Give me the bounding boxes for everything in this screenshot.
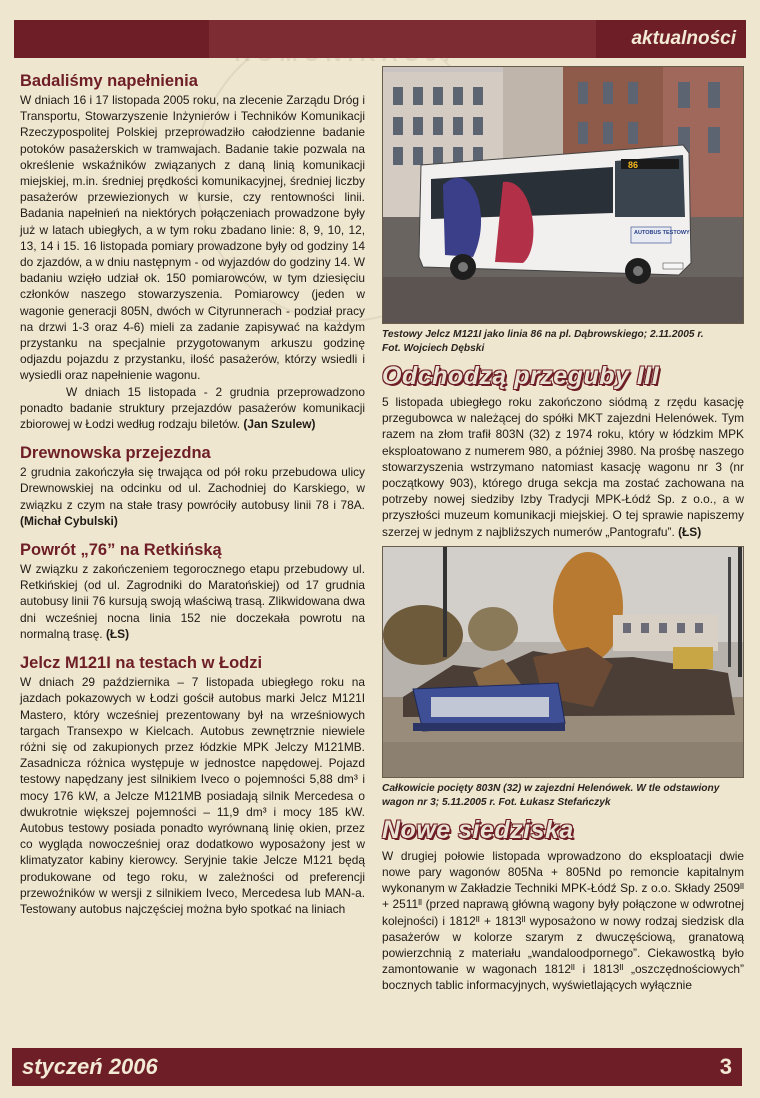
right-column [382,66,744,1046]
page-number: 3 [719,1054,732,1079]
article-paragraph [20,464,365,529]
article-title: Powrót „76” na Retkińską [20,541,222,560]
article-title: Jelcz M121I na testach w Łodzi [20,654,263,673]
photo-bus [382,66,744,324]
scrapyard-photo-illustration [383,547,744,778]
article-jelcz-m121i [20,654,365,917]
article-powrot-76 [20,541,365,642]
article-signature: (Michał Cybulski) [20,513,118,528]
bus-photo-illustration [383,67,744,324]
issue-date: styczeń 2006 [22,1054,158,1079]
paragraph-text: W związku z zakończeniem tegorocznego etapu przebudowy ul. Retkińskiej (od ul. Zagrodniki do Maratońskiej) od 17 grudnia autobusy linii 76 kursują swoją właściwą trasą. Zlikwidowana dwa dni wcześniej nocna linia 152 nie doczekała powrotu na normalną trasę. [20,562,365,641]
caption-line: Testowy Jelcz M121I jako linia 86 na pl. Dąbrowskiego; 2.11.2005 r. [382,329,704,340]
photo-scrapped-tram-caption: Całkowicie pocięty 803N (32) w zajezdni Helenówek. W tle odstawiony wagon nr 3; 5.11.2005 r. Fot. Łukasz Stefańczyk [382,782,720,808]
article-paragraph [20,561,365,642]
article-paragraph: W drugiej połowie listopada wprowadzono do eksploatacji dwie nowe pary wagonów 805Na + 805Nd po remoncie kapitalnym wykonanym w Zakładzie Techniki MPK-Łódź Sp. z o.o. Składy 2509ᴵᴵ + 2511ᴵᴵ (przed naprawą główną wagony były połączone w odwrotnej kolejności) i 1812ᴵᴵ + 1813ᴵᴵ wyposażono w nowy rodzaj siedzisk dla pasażerów w kolorze szarym z dwuczęściową, granatową powierzchnią z materiału „wandaloodpornego”. Ciekawostką było zamontowanie w wagonach 1812ᴵᴵ i 1813ᴵᴵ „oszczędnościowych” bocznych tablic informacyjnych, wyświetlających wyłącznie [382,848,744,993]
article-signature: (Jan Szulew) [243,417,316,432]
article-paragraph: W dniach 29 października – 7 listopada ubiegłego roku na jazdach pokazowych w Łodzi gościł autobus marki Jelcz M121I Mastero, który wcześniej prezentowany był na wrześniowych targach Transexpo w Kielcach. Autobus zewnętrznie niewiele różni się od zakupionych przez łódzkie MPK Jelczy M121MB. Zasadnicza różnica występuje w jednostce napędowej. Pojazd testowy napędzany jest silnikiem Iveco o pojemności 5,88 dm³ i mocy 176 kW, a Jelcze M121MB posiadają silnik Mercedesa o dwukrotnie większej pojemności – 11,9 dm³ i mocy 185 kW. Autobus testowy posiada ponadto wyrównaną linię okien, przez co wygląda nowocześniej oraz dodatkowo wyposażony jest w klimatyzator kabiny kierowcy. Seryjnie takie Jelcze M121 będą produkowane od tego roku, w zależności od preferencji przewoźników w wersji z silnikiem Iveco, Mercedesa lub MAN-a. Testowany autobus najczęściej można było spotkać na liniach [20,675,365,916]
article-title: Nowe siedziska [382,815,574,844]
paragraph-text: 5 listopada ubiegłego roku zakończono siódmą z rzędu kasację przegubowca w należącej do spółki MKT zajezdni Helenówek. Tym razem na złom trafił 803N (32) z 1974 roku, który w łódzkim MPK eksploatowano z numerem 980, a później 3980. Na prośbę naszego stowarzyszenia wstrzymano natomiast kasację wagonu nr 3 (nr początkowy 903), którego druga sekcja ma zostać zachowana na potrzeby nowej siedziby Izby Tradycji MPK-Łódź Sp. z o.o., a w przyszłości muzeum komunikacji miejskiej. O tej sprawie napiszemy szerzej w jednym z najbliższych numerów „Pantografu”. [382,395,744,539]
article-title: Badaliśmy napełnienia [20,72,198,90]
article-signature: (ŁS) [678,524,702,539]
article-title: Odchodzą przeguby III [382,362,660,390]
article-badalismy [20,72,365,432]
article-title: Drewnowska przejezdna [20,444,211,463]
photo-bus-caption [382,328,744,356]
left-column [20,72,365,1042]
paragraph-text: W dniach 15 listopada - 2 grudnia przeprowadzono ponadto badanie struktury przejazdów pasażerów komunikacji zbiorowej w Łodzi według rodzaju biletów. [20,384,365,432]
section-label: aktualności [596,20,746,58]
article-paragraph-2 [20,384,365,433]
header-bar-accent [209,20,604,58]
article-signature: (ŁS) [105,626,130,641]
photo-scrapped-tram [382,546,744,778]
header-bar [14,20,746,58]
bus-label-text: AUTOBUS TESTOWY [634,230,690,236]
article-drewnowska [20,444,365,529]
footer-bar [12,1048,742,1086]
bus-destination-number: 86 [628,160,639,170]
caption-credit: Fot. Wojciech Dębski [382,343,485,354]
paragraph-text: 2 grudnia zakończyła się trwająca od pół roku przebudowa ulicy Drewnowskiej na odcinku od ul. Zachodniej do Karskiego, w związku z czym na stałe trasy powróciły autobusy linii 78 i 78A. [20,465,365,512]
article-paragraph: W dniach 16 i 17 listopada 2005 roku, na zlecenie Zarządu Dróg i Transportu, Stowarzyszenie Inżynierów i Techników Komunikacji Rzeczypospolitej Polskiej przeprowadziło całodzienne badanie potoków pasażerskich w tramwajach. Badanie takie pozwala na określenie wskaźników związanych z daną linią komunikacji miejskiej, m.in. średniej prędkości komunikacyjnej, średniej liczby pasażerów przewiezionych w kursie, czy rentowności linii. Badania napełnień na niektórych połączeniach prowadzone były już w latach ubiegłych, a w tym roku zbadano linie: 8, 9, 10, 12, 13, 14 i 15. 16 listopada pomiary prowadzone były od godziny 14 do zjazdów, a w dniu następnym - od wyjazdów do godziny 14. W badaniu wzięło udział ok. 150 pomiarowców, w tym dziesięciu członków naszego stowarzyszenia. Pomiarowcy (jeden w wagonie generacji 805N, dwóch w Cityrunnerach - podział pracy na drzwi 1-3 oraz 4-6) mieli za zadanie zapisywać na każdym przystanku na specjalnie przygotowanym arkuszu godzinę odjazdu pojazdu z przystanku, ilość pasażerów, którzy wsiedli i wysiedli oraz napełnienie wagonu. [20,93,366,383]
article-paragraph [382,394,744,540]
